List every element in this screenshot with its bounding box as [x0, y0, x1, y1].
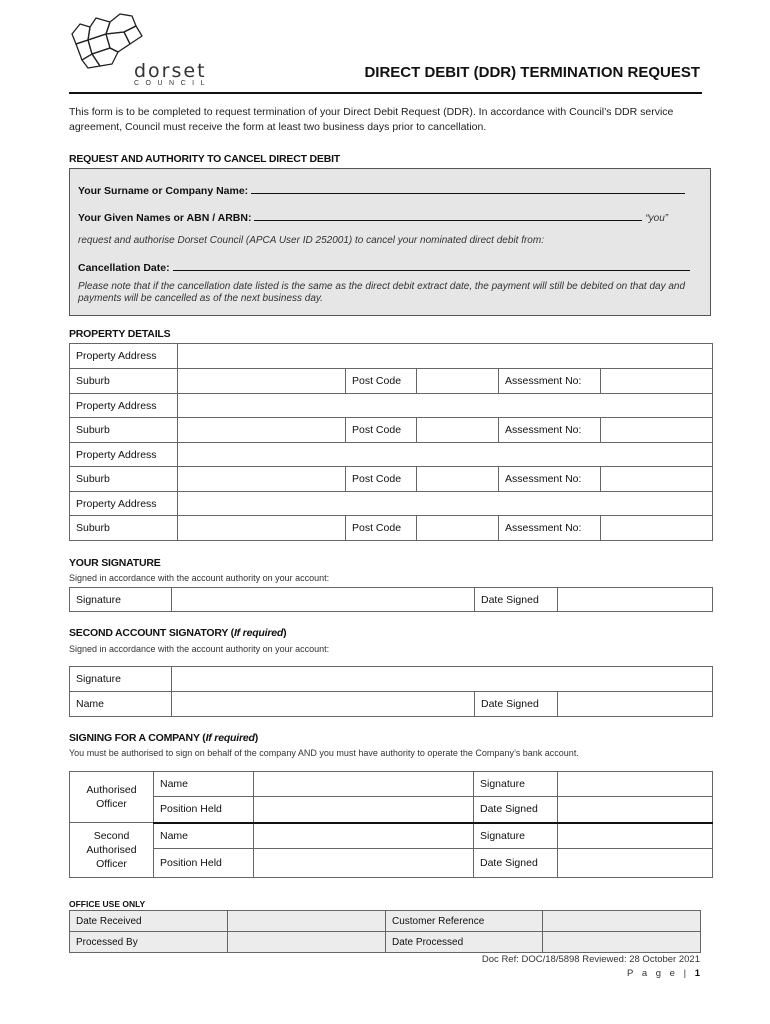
suburb-label: Suburb	[70, 467, 178, 492]
authorise-text: request and authorise Dorset Council (APCA User ID 252001) to cancel your nominated direct debit from:	[78, 235, 544, 246]
assessment-input[interactable]	[601, 467, 713, 492]
suburb-row	[70, 369, 713, 394]
officer1-signature-input[interactable]	[558, 772, 713, 797]
date-processed-input[interactable]	[543, 932, 701, 953]
cancellation-note: Please note that if the cancellation date listed is the same as the direct debit extract date, the payment will still be debited on that day and payments will be cancelled as of the next business day.	[78, 281, 686, 304]
property-address-input[interactable]	[178, 394, 713, 418]
given-names-field[interactable]	[254, 209, 642, 221]
property-address-label: Property Address	[70, 443, 178, 467]
second-signatory-qualifier: If required	[233, 627, 284, 639]
property-address-row	[70, 394, 713, 418]
your-signature-heading: YOUR SIGNATURE	[69, 557, 161, 569]
suburb-label: Suburb	[70, 418, 178, 443]
request-authority-box	[69, 168, 711, 316]
property-address-row	[70, 344, 713, 369]
request-heading: REQUEST AND AUTHORITY TO CANCEL DIRECT DEBIT	[69, 153, 341, 165]
processed-by-label: Processed By	[70, 932, 228, 953]
date-processed-label: Date Processed	[386, 932, 543, 953]
cancellation-date-row	[78, 259, 690, 274]
postcode-input[interactable]	[417, 418, 499, 443]
property-address-label: Property Address	[70, 492, 178, 516]
intro-text: This form is to be completed to request termination of your Direct Debit Request (DDR). In accordance with Council’s DDR service agreement, Council must receive the form at least two business days prior to cancellation.	[69, 106, 674, 133]
cancellation-date-field[interactable]	[173, 259, 690, 271]
property-address-row	[70, 443, 713, 467]
doc-reference: Doc Ref: DOC/18/5898 Reviewed: 28 October 2021	[481, 954, 700, 965]
you-label: “you”	[645, 213, 669, 224]
company-note: You must be authorised to sign on behalf of the company AND you must have authority to operate the Company’s bank account.	[69, 748, 579, 758]
second-name-label: Name	[70, 692, 172, 717]
date-signed-label: Date Signed	[475, 588, 558, 612]
customer-reference-input[interactable]	[543, 911, 701, 932]
date-received-label: Date Received	[70, 911, 228, 932]
officer2-position-input[interactable]	[254, 849, 474, 878]
officer1-date-input[interactable]	[558, 797, 713, 823]
assessment-label: Assessment No:	[499, 418, 601, 443]
property-address-input[interactable]	[178, 344, 713, 369]
title-divider	[69, 92, 702, 94]
property-address-row	[70, 492, 713, 516]
logo-wordmark: dorset	[134, 60, 207, 82]
company-heading: SIGNING FOR A COMPANY (If required)	[69, 732, 259, 744]
officer2-position-label: Position Held	[154, 849, 254, 878]
officer2-date-label: Date Signed	[474, 849, 558, 878]
given-names-row	[78, 209, 668, 224]
suburb-row	[70, 418, 713, 443]
postcode-label: Post Code	[346, 516, 417, 541]
officer1-position-label: Position Held	[154, 797, 254, 823]
postcode-input[interactable]	[417, 369, 499, 394]
signature-input[interactable]	[172, 588, 475, 612]
cancellation-date-label: Cancellation Date:	[78, 262, 170, 274]
officer2-name-label: Name	[154, 823, 254, 849]
suburb-row	[70, 516, 713, 541]
postcode-label: Post Code	[346, 467, 417, 492]
officer2-signature-input[interactable]	[558, 823, 713, 849]
surname-row	[78, 182, 685, 197]
company-qualifier: If required	[205, 732, 255, 744]
assessment-input[interactable]	[601, 369, 713, 394]
property-address-input[interactable]	[178, 492, 713, 516]
postcode-label: Post Code	[346, 418, 417, 443]
officer2-label: Second Authorised Officer	[70, 823, 154, 878]
property-table	[69, 343, 713, 541]
officer2-date-input[interactable]	[558, 849, 713, 878]
office-use-table	[69, 910, 701, 953]
assessment-label: Assessment No:	[499, 369, 601, 394]
property-address-label: Property Address	[70, 344, 178, 369]
officer1-label: Authorised Officer	[70, 772, 154, 823]
suburb-row	[70, 467, 713, 492]
given-names-label: Your Given Names or ABN / ARBN:	[78, 212, 252, 224]
property-heading: PROPERTY DETAILS	[69, 328, 171, 340]
page-number: P a g e | 1	[627, 968, 700, 979]
suburb-label: Suburb	[70, 369, 178, 394]
property-address-label: Property Address	[70, 394, 178, 418]
date-received-input[interactable]	[228, 911, 386, 932]
officer1-name-input[interactable]	[254, 772, 474, 797]
your-signature-note: Signed in accordance with the account authority on your account:	[69, 573, 330, 583]
second-signature-label: Signature	[70, 667, 172, 692]
second-signatory-heading: SECOND ACCOUNT SIGNATORY (If required)	[69, 627, 287, 639]
officer2-signature-label: Signature	[474, 823, 558, 849]
assessment-label: Assessment No:	[499, 516, 601, 541]
second-date-signed-label: Date Signed	[475, 692, 558, 717]
suburb-input[interactable]	[178, 467, 346, 492]
logo-subtext: COUNCIL	[134, 80, 212, 87]
assessment-input[interactable]	[601, 418, 713, 443]
date-signed-input[interactable]	[558, 588, 713, 612]
suburb-input[interactable]	[178, 418, 346, 443]
suburb-input[interactable]	[178, 516, 346, 541]
second-signature-input[interactable]	[172, 667, 713, 692]
officer1-name-label: Name	[154, 772, 254, 797]
officer2-name-input[interactable]	[254, 823, 474, 849]
surname-field[interactable]	[251, 182, 685, 194]
second-signatory-table	[69, 666, 713, 717]
postcode-input[interactable]	[417, 467, 499, 492]
office-use-heading: OFFICE USE ONLY	[69, 899, 146, 909]
customer-reference-label: Customer Reference	[386, 911, 543, 932]
second-name-input[interactable]	[172, 692, 475, 717]
form-title: DIRECT DEBIT (DDR) TERMINATION REQUEST	[364, 64, 700, 81]
second-signatory-note: Signed in accordance with the account authority on your account:	[69, 644, 330, 654]
assessment-input[interactable]	[601, 516, 713, 541]
suburb-input[interactable]	[178, 369, 346, 394]
property-address-input[interactable]	[178, 443, 713, 467]
assessment-label: Assessment No:	[499, 467, 601, 492]
company-table	[69, 771, 713, 878]
postcode-label: Post Code	[346, 369, 417, 394]
processed-by-input[interactable]	[228, 932, 386, 953]
suburb-label: Suburb	[70, 516, 178, 541]
officer1-signature-label: Signature	[474, 772, 558, 797]
signature-label: Signature	[70, 588, 172, 612]
second-date-signed-input[interactable]	[558, 692, 713, 717]
postcode-input[interactable]	[417, 516, 499, 541]
your-signature-table	[69, 587, 713, 612]
officer1-date-label: Date Signed	[474, 797, 558, 823]
surname-label: Your Surname or Company Name:	[78, 185, 249, 197]
officer1-position-input[interactable]	[254, 797, 474, 823]
